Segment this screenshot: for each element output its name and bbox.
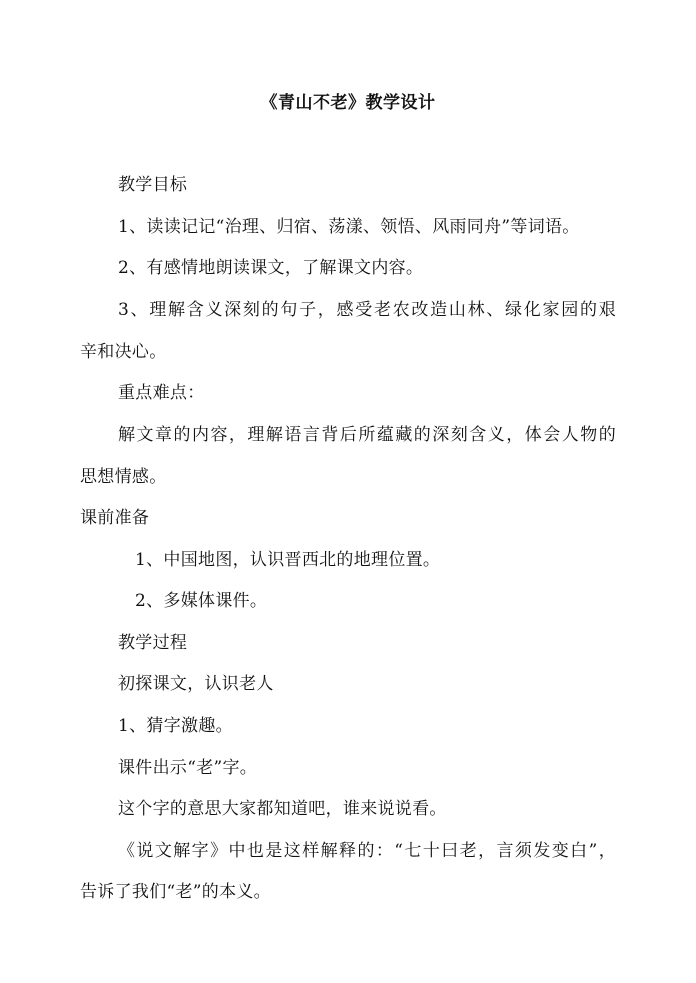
key-points-text: 解文章的内容，理解语言背后所蕴藏的深刻含义，体会人物的: [118, 425, 616, 445]
heading-key-points: 重点难点：: [118, 383, 205, 403]
process-section-1: 初探课文，认识老人: [118, 674, 274, 694]
goal-item-3-continued: 辛和决心。: [80, 342, 167, 362]
key-points-text-continued: 思想情感。: [80, 467, 167, 487]
process-text-1: 课件出示“老”字。: [118, 758, 258, 778]
heading-teaching-process: 教学过程: [118, 633, 188, 653]
process-text-2: 这个字的意思大家都知道吧，谁来说说看。: [118, 799, 447, 819]
process-step-1: 1、猜字激趣。: [118, 716, 233, 736]
heading-teaching-goals: 教学目标: [118, 175, 188, 195]
process-text-3: 《说文解字》中也是这样解释的：“七十曰老，言须发变白”，: [118, 841, 616, 861]
goal-item-3: 3、理解含义深刻的句子，感受老农改造山林、绿化家园的艰: [118, 300, 616, 320]
goal-item-2: 2、有感情地朗读课文，了解课文内容。: [118, 258, 424, 278]
goal-item-1: 1、读读记记“治理、归宿、荡漾、领悟、风雨同舟”等词语。: [118, 217, 580, 237]
process-text-3-continued: 告诉了我们“老”的本义。: [80, 882, 271, 902]
preparation-item-2: 2、多媒体课件。: [135, 591, 268, 611]
preparation-item-1: 1、中国地图，认识晋西北的地理位置。: [135, 550, 441, 570]
heading-preparation: 课前准备: [80, 508, 150, 528]
document-title: 《青山不老》教学设计: [260, 93, 436, 113]
